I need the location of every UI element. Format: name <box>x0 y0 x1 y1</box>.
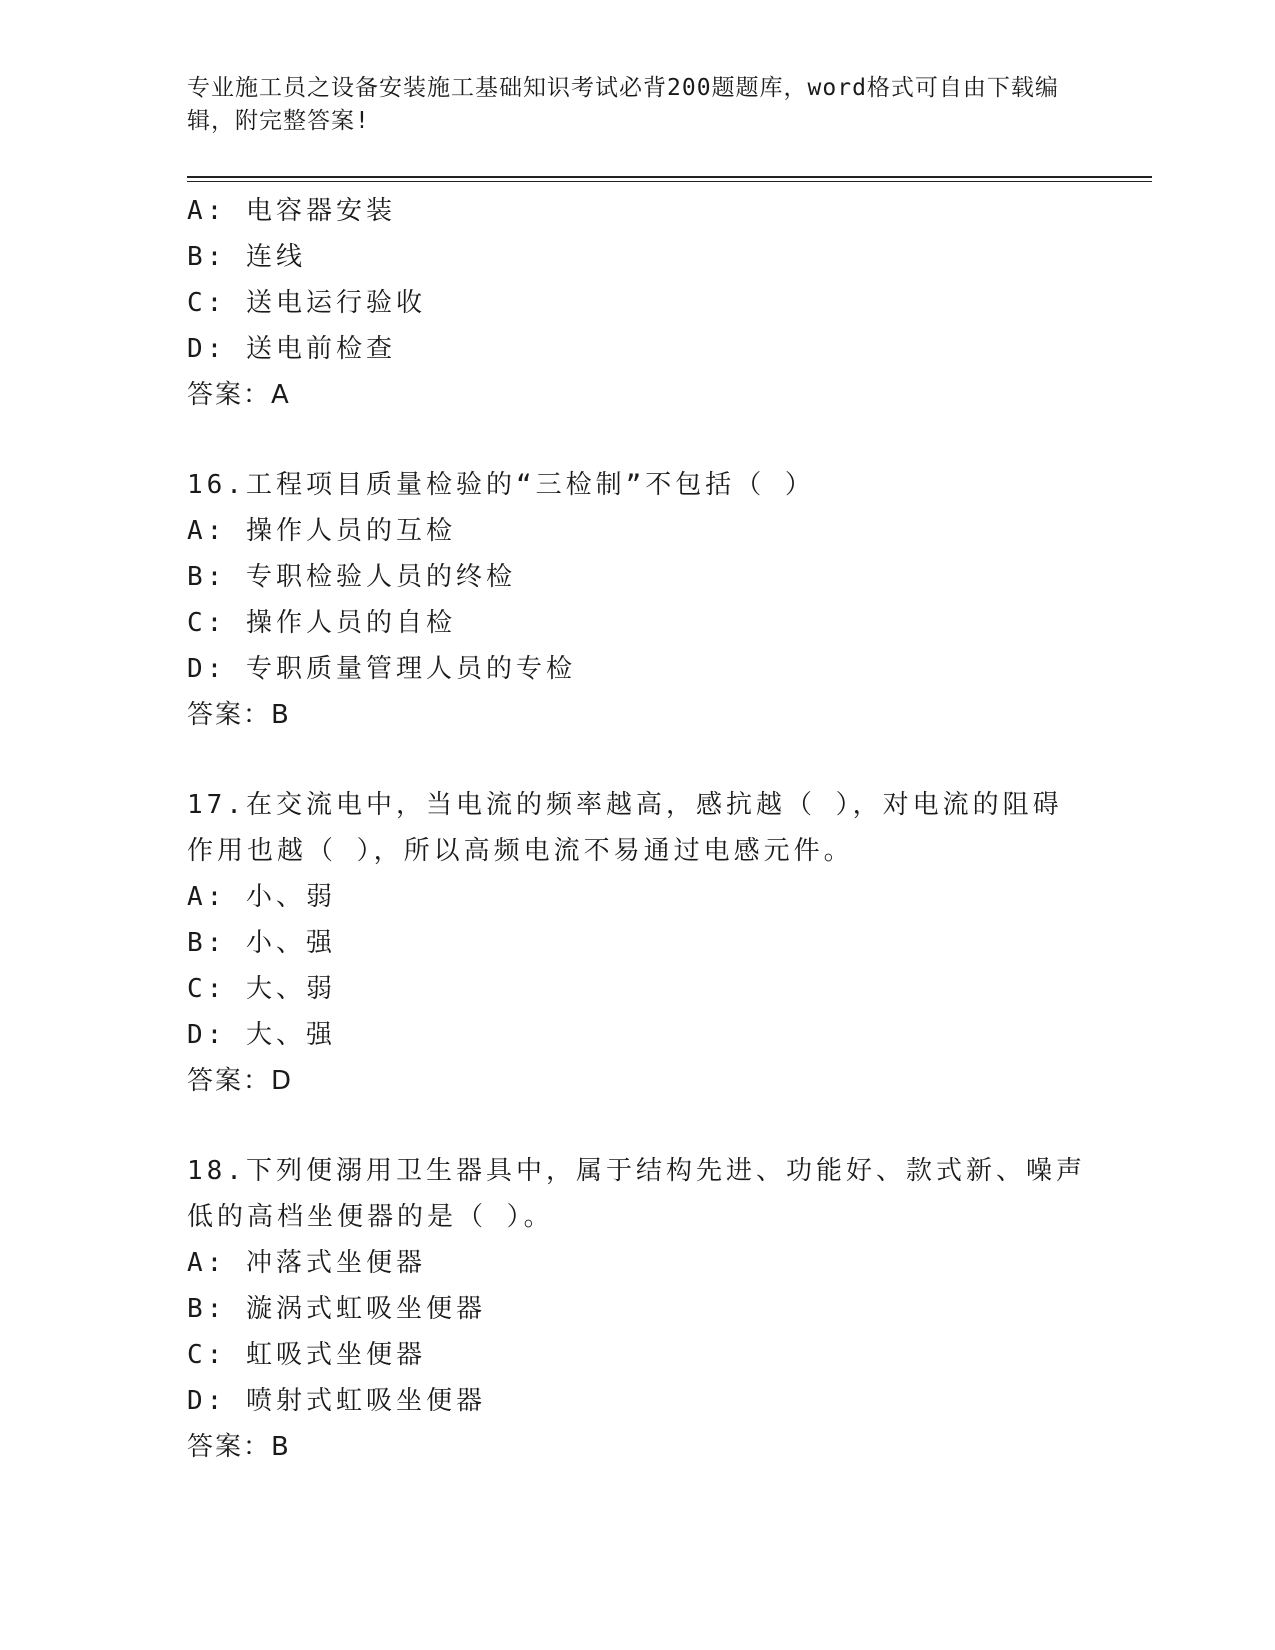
option-a: A: 小、弱 <box>187 882 336 912</box>
option-c: C: 送电运行验收 <box>187 288 426 318</box>
document-header: 专业施工员之设备安装施工基础知识考试必背200题题库，word格式可自由下载编辑，附完整答案! <box>187 75 1059 134</box>
option-d: D: 送电前检查 <box>187 334 396 364</box>
option-a: A: 电容器安装 <box>187 196 396 226</box>
question-list <box>187 188 1087 1470</box>
option-c: C: 大、弱 <box>187 974 336 1004</box>
answer: 答案：D <box>187 1066 294 1096</box>
option-a: A: 操作人员的互检 <box>187 516 456 546</box>
header-rule-thick <box>187 176 1152 178</box>
question-stem: 17.在交流电中，当电流的频率越高，感抗越（ ），对电流的阻碍作用也越（ ），所以高频电流不易通过电感元件。 <box>187 790 1063 866</box>
option-b: B: 连线 <box>187 242 306 272</box>
question-15 <box>187 188 1087 418</box>
answer: 答案：A <box>187 380 291 410</box>
option-c: C: 操作人员的自检 <box>187 608 456 638</box>
spacer <box>187 738 1087 782</box>
header-rule-thin <box>187 181 1152 182</box>
question-16 <box>187 462 1087 738</box>
option-a: A: 冲落式坐便器 <box>187 1248 426 1278</box>
option-d: D: 喷射式虹吸坐便器 <box>187 1386 486 1416</box>
option-d: D: 专职质量管理人员的专检 <box>187 654 576 684</box>
answer: 答案：B <box>187 1432 291 1462</box>
answer: 答案：B <box>187 700 291 730</box>
option-c: C: 虹吸式坐便器 <box>187 1340 426 1370</box>
option-b: B: 小、强 <box>187 928 336 958</box>
spacer <box>187 418 1087 462</box>
option-b: B: 专职检验人员的终检 <box>187 562 516 592</box>
question-17 <box>187 782 1087 1104</box>
option-b: B: 漩涡式虹吸坐便器 <box>187 1294 486 1324</box>
question-18 <box>187 1148 1087 1470</box>
question-stem: 18.下列便溺用卫生器具中，属于结构先进、功能好、款式新、噪声低的高档坐便器的是（ ）。 <box>187 1156 1086 1232</box>
question-stem: 16.工程项目质量检验的“三检制”不包括（ ） <box>187 470 815 500</box>
spacer <box>187 1104 1087 1148</box>
option-d: D: 大、强 <box>187 1020 336 1050</box>
